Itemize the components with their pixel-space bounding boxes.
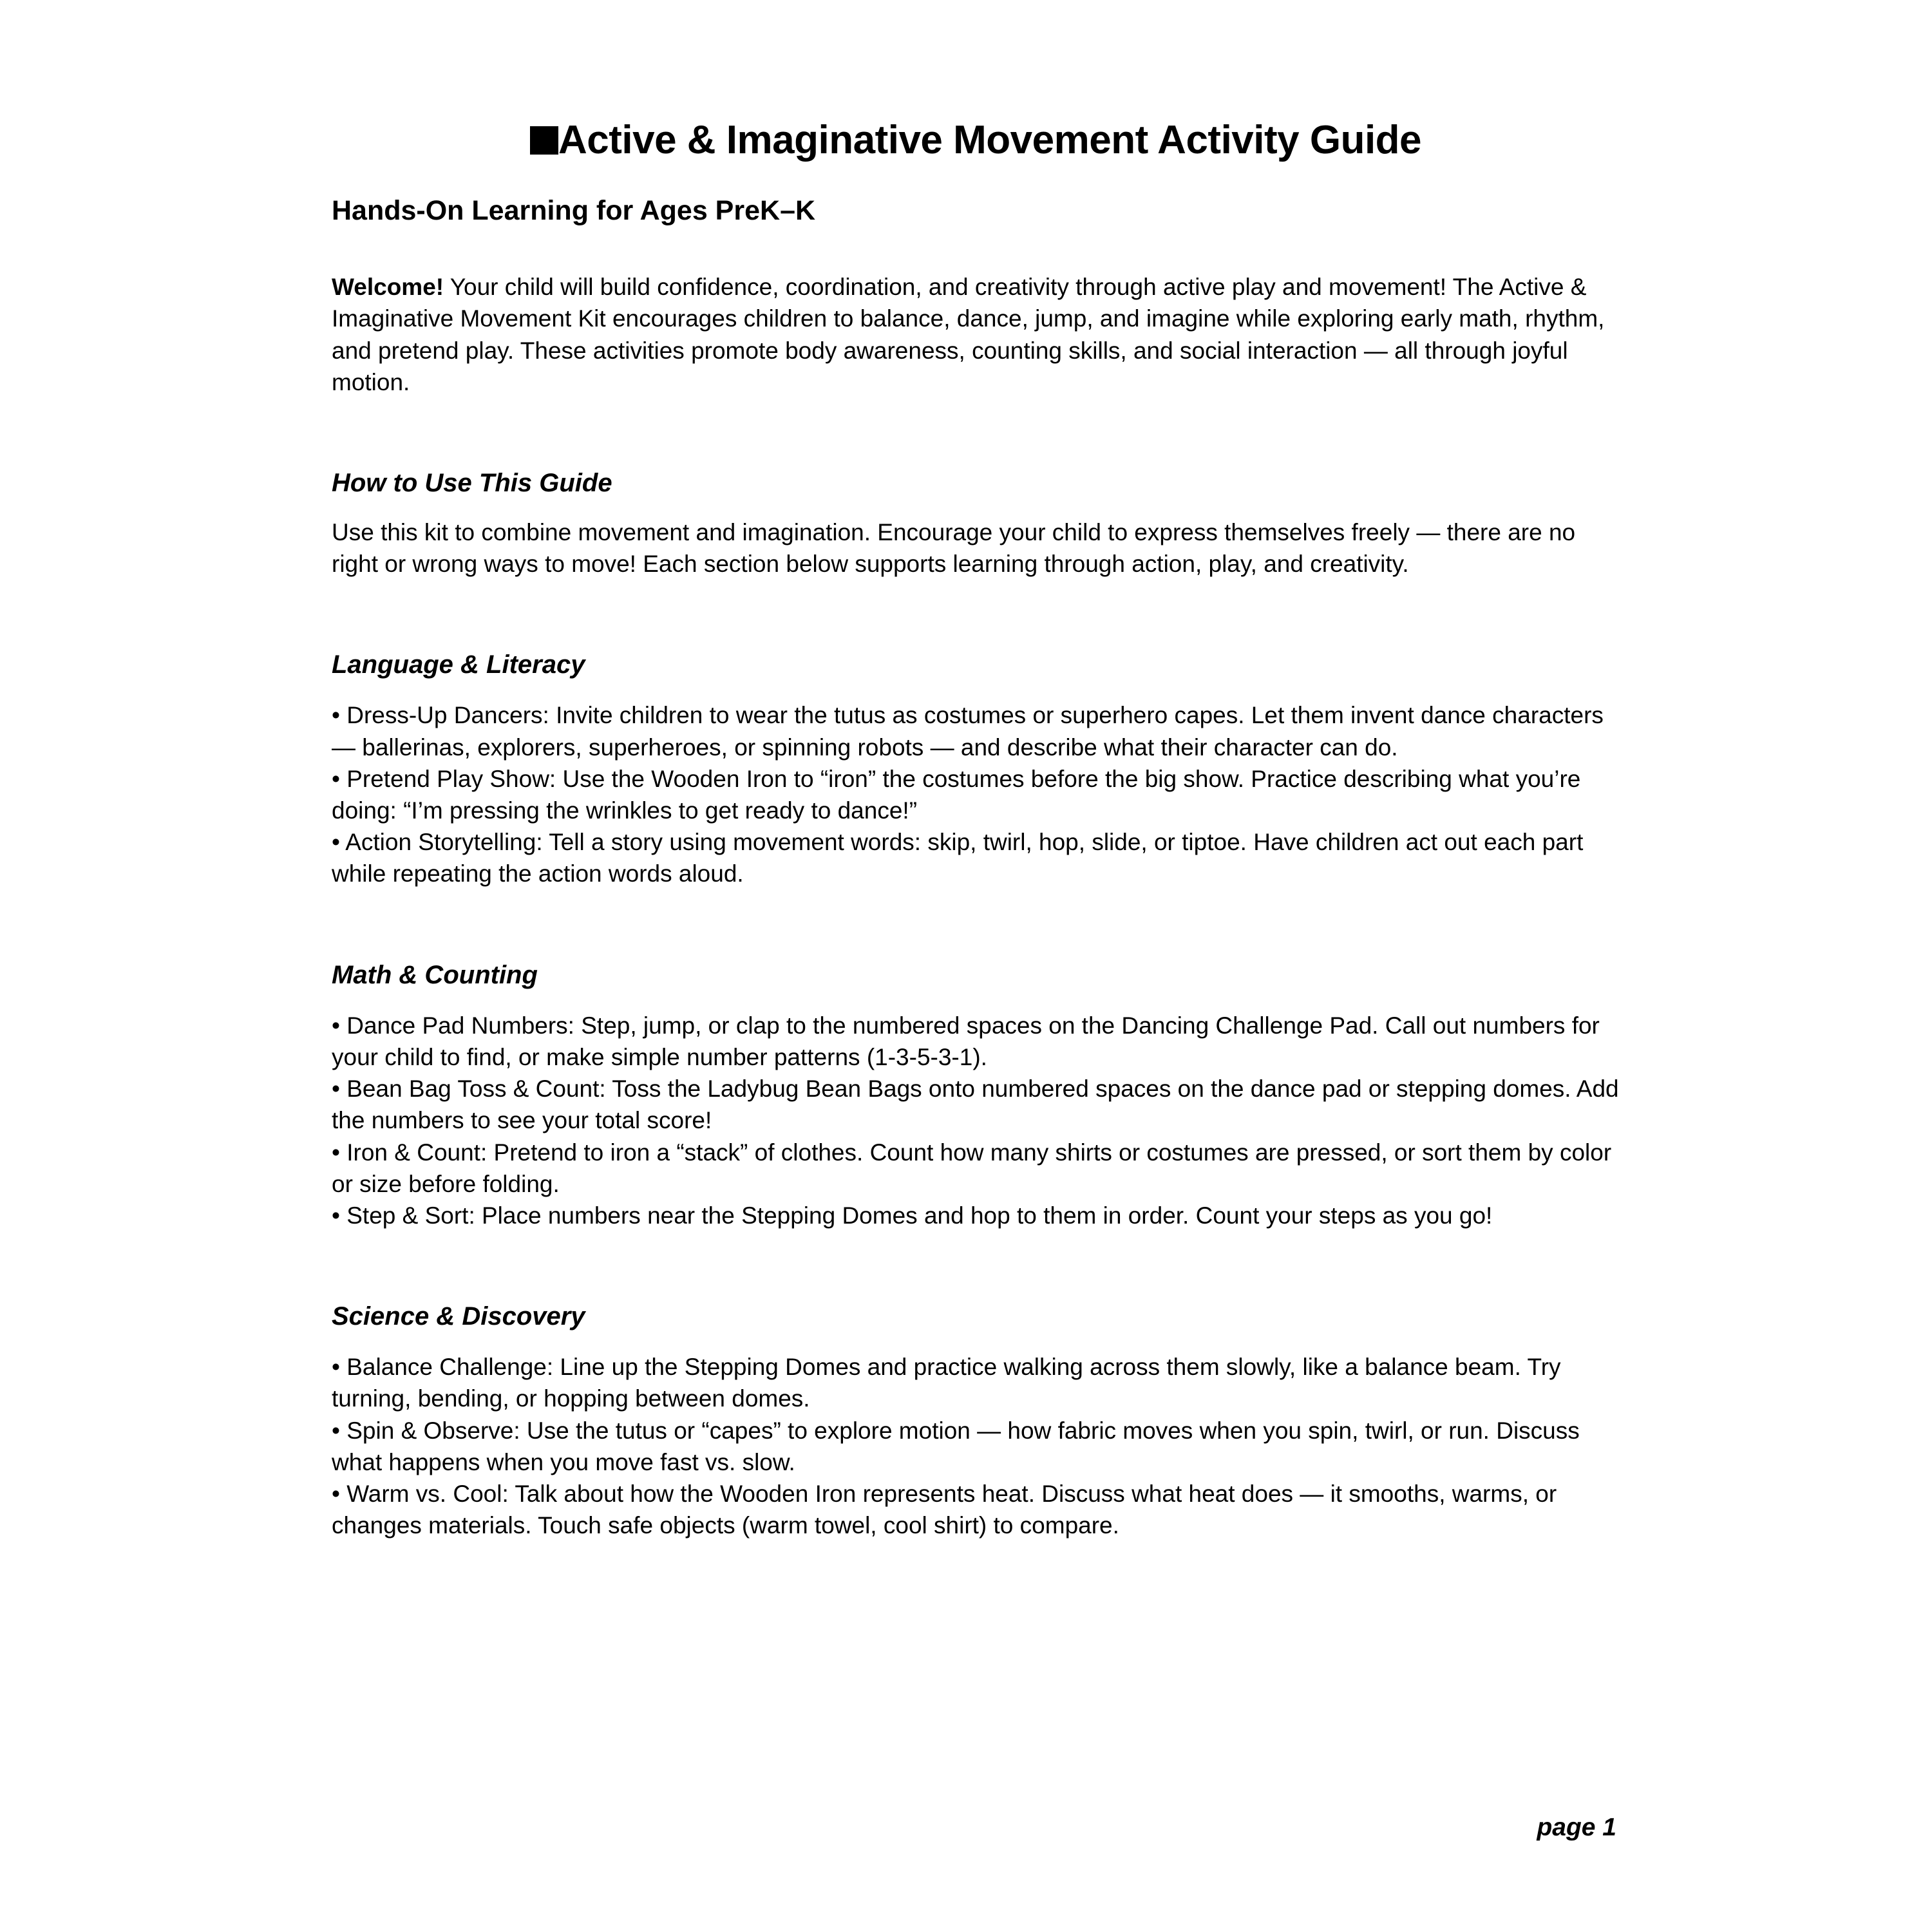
- bullet-list-science-discovery: [332, 1351, 1620, 1541]
- section-heading-math-counting: Math & Counting: [332, 960, 538, 989]
- list-item: • Iron & Count: Pretend to iron a “stack” of clothes. Count how many shirts or costumes are pressed, or sort them by color or size before folding.: [332, 1139, 1612, 1197]
- section-heading-how-to-use: How to Use This Guide: [332, 469, 612, 498]
- page-title: [332, 119, 1620, 162]
- section-heading-science-discovery: Science & Discovery: [332, 1302, 585, 1331]
- page-number-footer: page 1: [1537, 1814, 1616, 1841]
- intro-body: Your child will build confidence, coordination, and creativity through active play and movement! The Active & Imaginative Movement Kit encourages children to balance, dance, jump, and imagine while exploring early math, rhythm, and pretend play. These activities promote body awareness, counting skills, and social interaction — all through joyful motion.: [332, 274, 1605, 395]
- section-heading-language-literacy: Language & Literacy: [332, 650, 585, 679]
- bullet-list-math-counting: [332, 1010, 1620, 1231]
- list-item: • Warm vs. Cool: Talk about how the Wooden Iron represents heat. Discuss what heat does — it smooths, warms, or changes materials. Touch safe objects (warm towel, cool shirt) to compare.: [332, 1480, 1557, 1539]
- section-paragraph-how-to-use: Use this kit to combine movement and imagination. Encourage your child to express themselves freely — there are no right or wrong ways to move! Each section below supports learning through action, play, and creativity.: [332, 519, 1576, 578]
- list-item: • Pretend Play Show: Use the Wooden Iron to “iron” the costumes before the big show. Practice describing what you’re doing: “I’m pressing the wrinkles to get ready to dance!”: [332, 765, 1581, 824]
- page-subtitle: Hands-On Learning for Ages PreK–K: [332, 194, 816, 226]
- list-item: • Step & Sort: Place numbers near the Stepping Domes and hop to them in order. Count your steps as you go!: [332, 1202, 1493, 1229]
- page-title-text: Active & Imaginative Movement Activity Guide: [558, 118, 1422, 162]
- document-content: [332, 119, 1620, 1541]
- list-item: • Dance Pad Numbers: Step, jump, or clap to the numbered spaces on the Dancing Challenge Pad. Call out numbers for your child to find, or make simple number patterns (1-3-5-3-1).: [332, 1012, 1600, 1070]
- missing-glyph-square-icon: [530, 126, 558, 155]
- list-item: • Action Storytelling: Tell a story using movement words: skip, twirl, hop, slide, or tiptoe. Have children act out each part while repeating the action words aloud.: [332, 829, 1584, 887]
- intro-lead: Welcome!: [332, 274, 444, 301]
- bullet-list-language-literacy: [332, 699, 1620, 889]
- intro-paragraph: [332, 271, 1620, 398]
- list-item: • Balance Challenge: Line up the Stepping Domes and practice walking across them slowly, like a balance beam. Try turning, bending, or hopping between domes.: [332, 1354, 1561, 1412]
- list-item: • Spin & Observe: Use the tutus or “capes” to explore motion — how fabric moves when you spin, twirl, or run. Discuss what happens when you move fast vs. slow.: [332, 1417, 1580, 1475]
- list-item: • Bean Bag Toss & Count: Toss the Ladybug Bean Bags onto numbered spaces on the dance pad or stepping domes. Add the numbers to see your total score!: [332, 1075, 1619, 1134]
- list-item: • Dress-Up Dancers: Invite children to wear the tutus as costumes or superhero capes. Let them invent dance characters — ballerinas, explorers, superheroes, or spinning robots — and describe what their character can do.: [332, 702, 1604, 761]
